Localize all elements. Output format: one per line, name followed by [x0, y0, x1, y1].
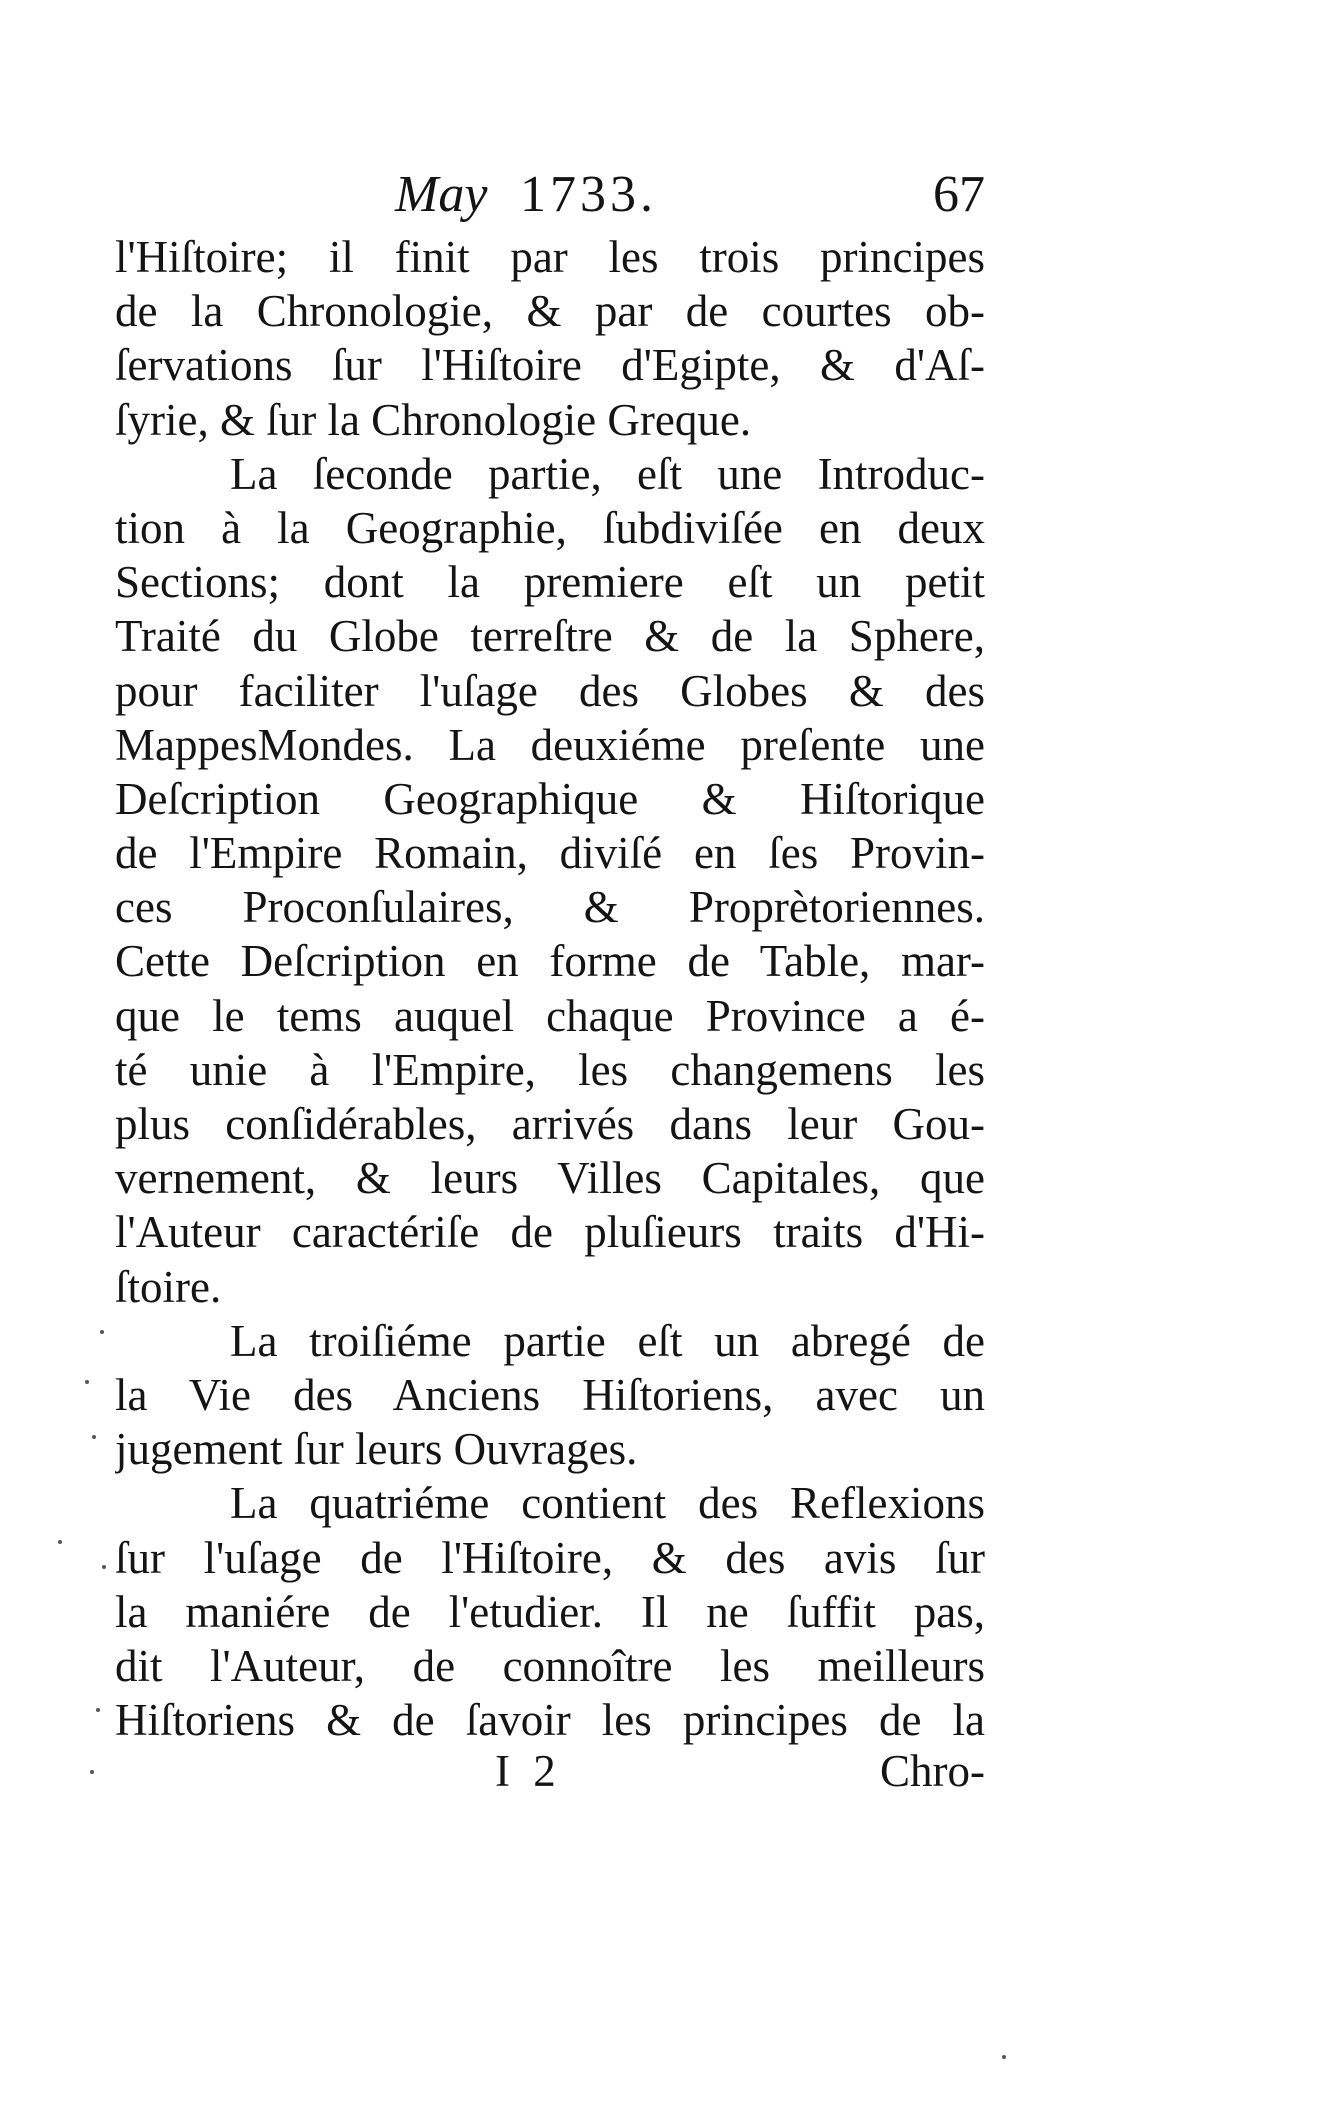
text-line: ſervations ſur l'Hiſtoire d'Egipte, & d'Aſ- [115, 340, 985, 391]
scan-speck [1002, 2055, 1006, 2059]
text-line: jugement ſur leurs Ouvrages. [115, 1424, 638, 1475]
scan-speck [92, 1435, 96, 1439]
scan-speck [102, 1565, 106, 1569]
text-line: tion à la Geographie, ſubdiviſée en deux [115, 502, 985, 553]
text-line: ſtoire. [115, 1261, 222, 1312]
text-line: l'Auteur caractériſe de pluſieurs traits d'Hi- [115, 1207, 985, 1258]
catchword: Chro- [880, 1746, 985, 1796]
text-line: ſur l'uſage de l'Hiſtoire, & des avis ſur [115, 1532, 985, 1583]
scan-speck [90, 1770, 94, 1774]
header-year: 1733. [520, 166, 657, 223]
text-line: Hiſtoriens & de ſavoir les principes de la [115, 1695, 985, 1746]
signature-mark: I 2 [495, 1746, 562, 1796]
scan-speck [85, 1380, 89, 1384]
scan-speck [58, 1540, 62, 1544]
text-line: pour faciliter l'uſage des Globes & des [115, 665, 985, 716]
text-line: Deſcription Geographique & Hiſtorique [115, 773, 985, 824]
text-line: l'Hiſtoire; il finit par les trois principes [115, 232, 985, 282]
scan-speck [100, 1330, 104, 1334]
text-line: que le tems auquel chaque Province a é- [115, 990, 985, 1041]
text-line: Traité du Globe terreſtre & de la Sphere, [115, 611, 985, 662]
text-line: de la Chronologie, & par de courtes ob- [115, 286, 985, 337]
text-line: vernement, & leurs Villes Capitales, que [115, 1153, 985, 1204]
paragraph-start-line: La quatriéme contient des Reflexions [230, 1478, 985, 1529]
page-footer [115, 1745, 985, 1805]
text-line: MappesMondes. La deuxiéme preſente une [115, 719, 985, 770]
text-line: la maniére de l'etudier. Il ne ſuffit pas, [115, 1586, 985, 1637]
body-text [115, 230, 985, 1747]
text-line: ces Proconſulaires, & Proprètoriennes. [115, 882, 985, 933]
scan-speck [96, 1708, 100, 1712]
text-line: plus conſidérables, arrivés dans leur Gou- [115, 1099, 985, 1149]
text-line: de l'Empire Romain, diviſé en ſes Provin- [115, 828, 985, 879]
page-number: 67 [933, 166, 985, 223]
text-line: Cette Deſcription en forme de Table, mar- [115, 936, 985, 987]
paragraph-start-line: La troiſiéme partie eſt un abregé de [230, 1315, 985, 1366]
text-line: dit l'Auteur, de connoître les meilleurs [115, 1640, 985, 1691]
paragraph-start-line: La ſeconde partie, eſt une Introduc- [230, 448, 985, 499]
header-month: May [395, 166, 488, 223]
text-line: Sections; dont la premiere eſt un petit [115, 557, 985, 608]
text-line: ſyrie, & ſur la Chronologie Greque. [115, 394, 752, 445]
running-header [115, 165, 985, 235]
text-line: la Vie des Anciens Hiſtoriens, avec un [115, 1369, 985, 1420]
text-line: té unie à l'Empire, les changemens les [115, 1044, 985, 1095]
